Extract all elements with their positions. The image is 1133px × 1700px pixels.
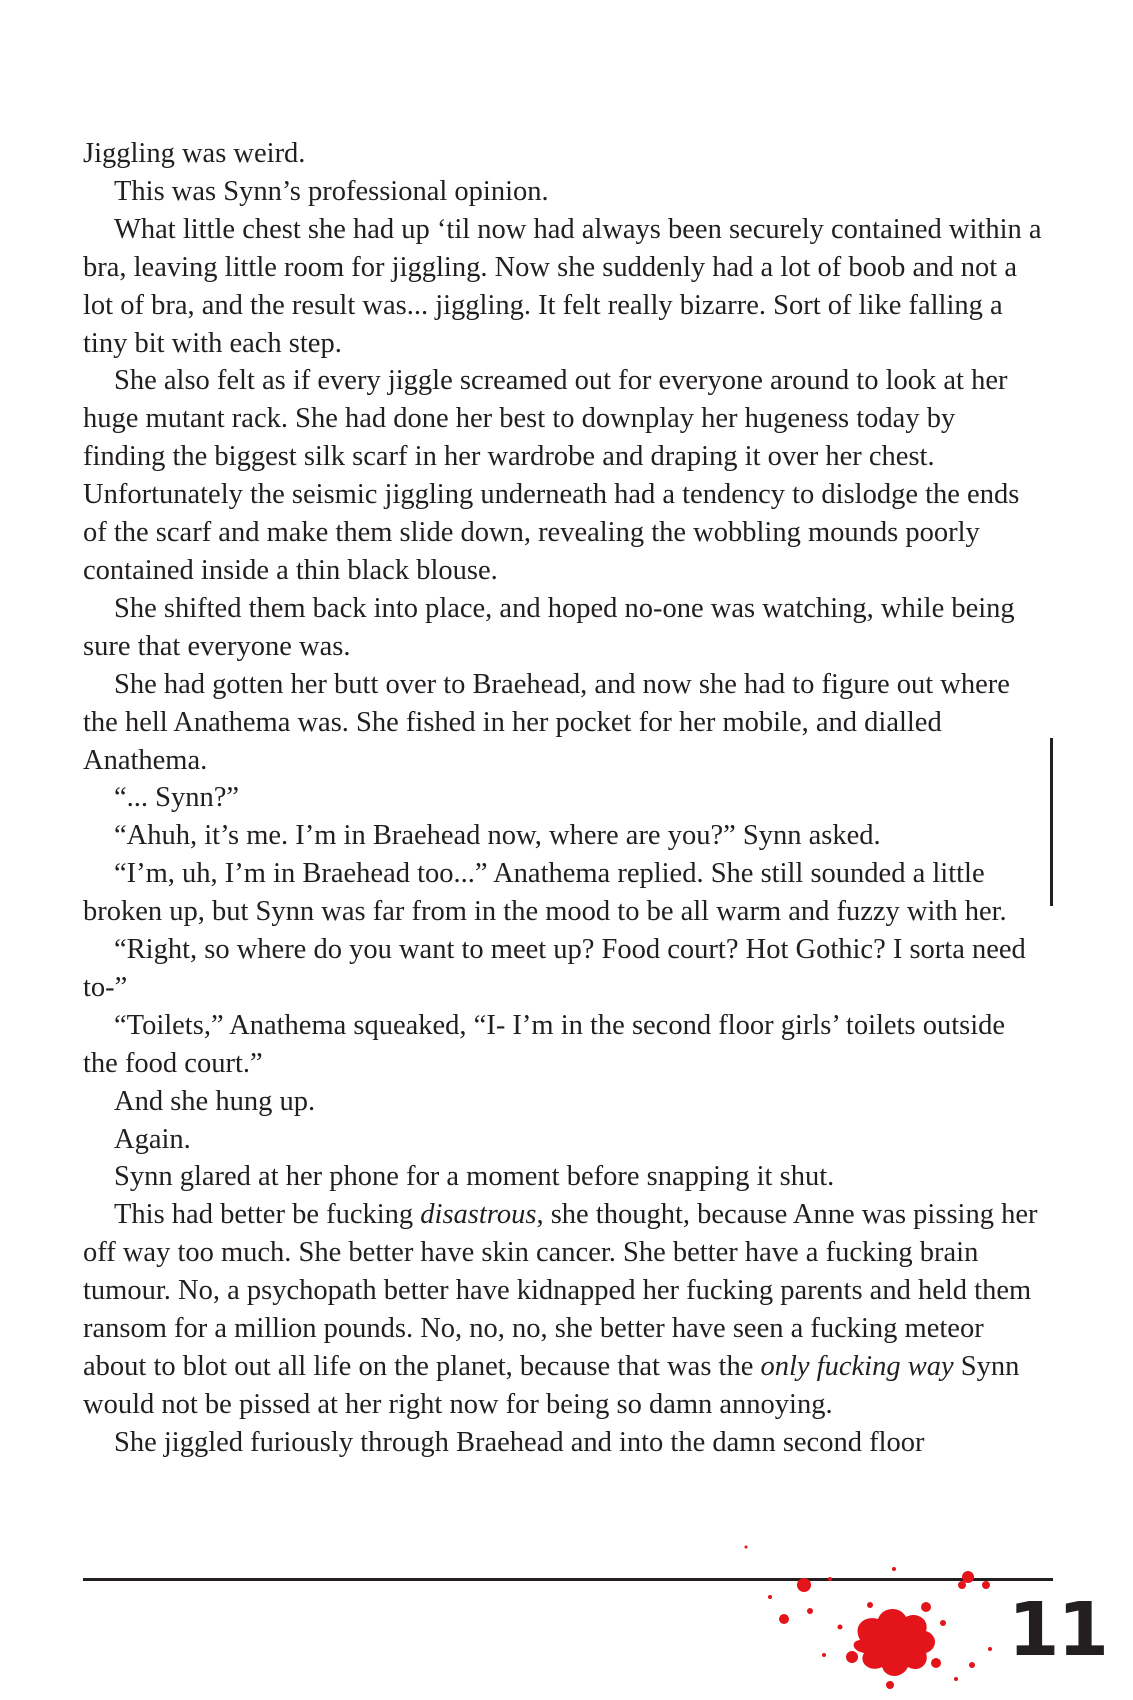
- paragraph: “Toilets,” Anathema squeaked, “I- I’m in the second floor girls’ toilets outside the food court.”: [83, 1009, 1006, 1079]
- paragraph: Jiggling was weird.: [83, 138, 306, 169]
- emphasis-text: only fucking way: [760, 1351, 954, 1382]
- text-run: This had better be fucking: [114, 1199, 421, 1231]
- paragraph: “Right, so where do you want to meet up? Food court? Hot Gothic? I sorta need to-”: [83, 934, 1026, 1003]
- paragraph: She had gotten her butt over to Braehead, and now she had to figure out where the hell Anathema was. She fished in her pocket for her mobile, and dialled Anathema.: [83, 668, 1010, 776]
- paragraph: She shifted them back into place, and hoped no-one was watching, while being sure that everyone was.: [83, 592, 1015, 662]
- paragraph: This was Synn’s professional opinion.: [114, 175, 549, 207]
- emphasis-text: disastrous: [420, 1199, 537, 1231]
- paragraph: Again.: [114, 1123, 191, 1155]
- page-number: 11: [1008, 1587, 1107, 1673]
- paragraph: She also felt as if every jiggle screamed out for everyone around to look at her huge mutant rack. She had done her best to downplay her hugeness today by finding the biggest silk scarf in her wardrobe and draping it over her chest. Unfortunately the seismic jiggling underneath had a tendency to dislodge the ends of the scarf and make them slide down, revealing the wobbling mounds poorly contained inside a thin black blouse.: [83, 365, 1020, 586]
- text-run: , she thought, because Anne was pissing her off way too much. She better have skin cancer. She better have a fucking brain tumour. No, a psychopath better have kidnapped her fucking parents and held them ransom for a million pounds. No, no, no, she better have seen a fucking meteor about to blot out all life on the planet, because that was the: [83, 1199, 1038, 1382]
- paragraph-last: She jiggled furiously through Braehead and into the damn second floor: [114, 1426, 925, 1458]
- paragraph: Synn glared at her phone for a moment before snapping it shut.: [114, 1161, 835, 1193]
- paragraph: “Ahuh, it’s me. I’m in Braehead now, where are you?” Synn asked.: [114, 820, 881, 852]
- margin-change-bar: [1050, 738, 1053, 906]
- paragraph: And she hung up.: [114, 1085, 316, 1117]
- paragraph: What little chest she had up ‘til now had always been securely contained within a bra, leaving little room for jiggling. Now she suddenly had a lot of boob and not a lot of bra, and the result was... jiggling. It felt really bizarre. Sort of like falling a tiny bit with each step.: [83, 213, 1042, 359]
- blood-splatter-icon: [740, 1545, 1040, 1700]
- text-run: Synn would not be pissed at her right now for being so damn annoying.: [83, 1351, 1020, 1420]
- paragraph-disastrous: [83, 1196, 1043, 1423]
- page-body: [83, 135, 1043, 1462]
- paragraph: “... Synn?”: [114, 782, 240, 814]
- paragraph: “I’m, uh, I’m in Braehead too...” Anathema replied. She still sounded a little broken up, but Synn was far from in the mood to be all warm and fuzzy with her.: [83, 858, 1007, 928]
